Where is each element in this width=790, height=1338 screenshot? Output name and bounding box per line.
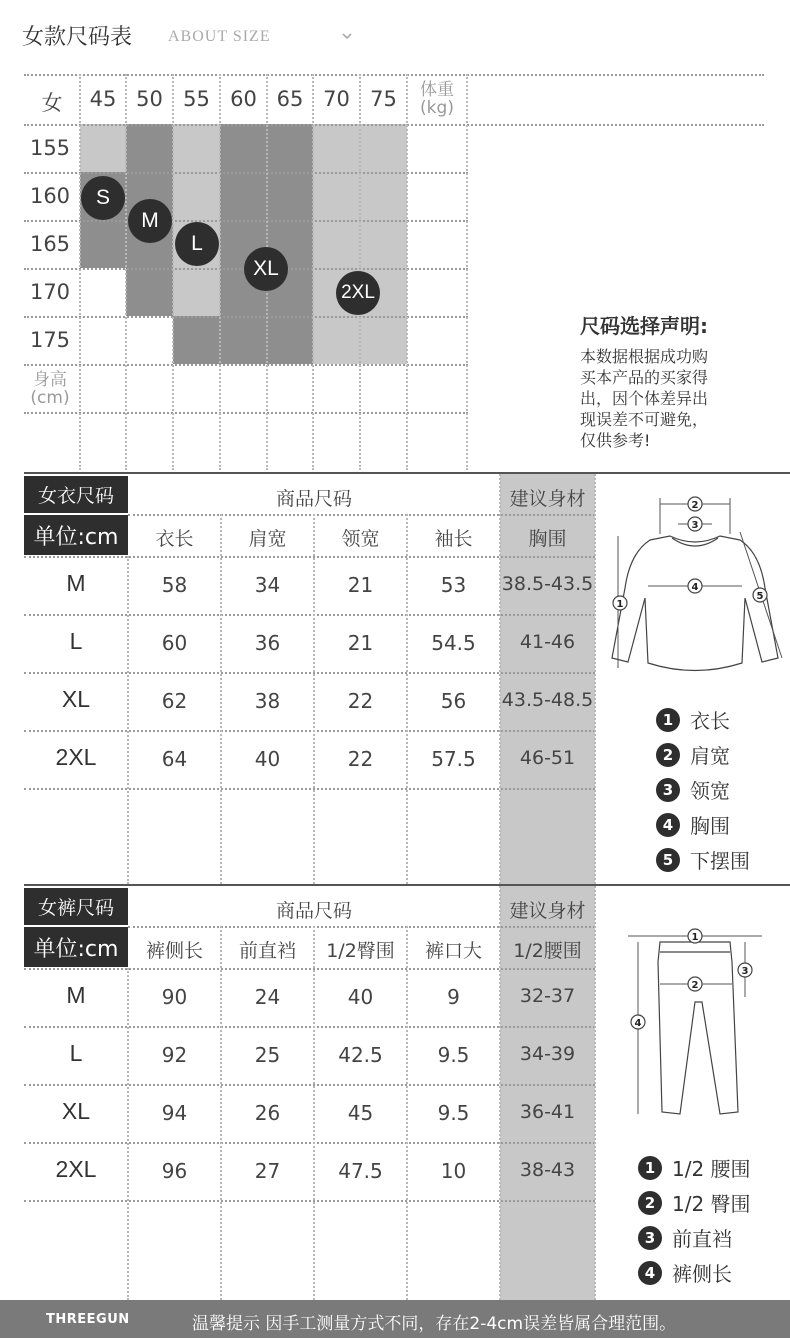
bottom-col-header: 裤口大 <box>424 940 482 962</box>
legend-label: 裤侧长 <box>672 1262 732 1286</box>
footer-bar <box>0 1300 790 1338</box>
legend-number: 2 <box>638 1191 662 1215</box>
table-cell: 22 <box>347 747 374 771</box>
weight-label: 75 <box>370 87 397 111</box>
svg-text:5: 5 <box>756 591 764 602</box>
statement-line: 买本产品的买家得 <box>580 368 709 387</box>
about-size-label: ABOUT SIZE <box>168 28 271 45</box>
top-table-unit: 单位:cm <box>24 515 128 555</box>
top-suggest-title: 建议身材 <box>509 488 586 510</box>
size-label: 2XL <box>55 1156 97 1182</box>
table-cell: 24 <box>254 985 281 1009</box>
table-cell: 64 <box>161 747 188 771</box>
top-col-header: 衣长 <box>155 528 194 550</box>
table-cell: 96 <box>161 1159 188 1183</box>
svg-text:2: 2 <box>691 980 699 991</box>
chest-cell: 38.5-43.5 <box>501 573 594 595</box>
size-label: 2XL <box>55 744 97 770</box>
table-cell: 21 <box>347 631 374 655</box>
legend-item <box>656 775 730 804</box>
table-cell: 60 <box>161 631 188 655</box>
chevron-down-icon[interactable] <box>340 28 354 42</box>
top-col-header: 肩宽 <box>248 528 287 550</box>
legend-item <box>656 705 730 734</box>
legend-label: 前直裆 <box>672 1227 732 1251</box>
waist-cell: 32-37 <box>519 985 576 1007</box>
height-label: 175 <box>29 328 71 352</box>
table-cell: 21 <box>347 573 374 597</box>
table-cell: 53 <box>440 573 467 597</box>
pants-diagram <box>620 922 790 1122</box>
weight-label: 65 <box>276 87 304 111</box>
weight-label: 55 <box>183 87 210 111</box>
waist-cell: 34-39 <box>519 1043 576 1065</box>
size-badge-s: S <box>81 176 125 220</box>
table-cell: 94 <box>161 1101 188 1125</box>
bottom-col-header: 1/2臀围 <box>326 940 395 962</box>
weight-label: 70 <box>323 87 350 111</box>
waist-cell: 36-41 <box>519 1101 576 1123</box>
size-label: L <box>69 1040 83 1066</box>
table-cell: 47.5 <box>338 1159 383 1183</box>
table-cell: 40 <box>347 985 374 1009</box>
size-label: XL <box>61 1098 91 1124</box>
table-cell: 36 <box>254 631 281 655</box>
size-label: XL <box>61 686 91 712</box>
bottom-suggest-title: 建议身材 <box>509 900 586 922</box>
page-title: 女款尺码表 <box>22 25 133 50</box>
svg-text:4: 4 <box>691 582 699 593</box>
table-cell: 56 <box>440 689 467 713</box>
legend-number: 2 <box>656 743 680 767</box>
brand-logo: THREEGUN <box>46 1312 130 1327</box>
weight-unit-label: 体重 <box>420 80 454 100</box>
bottom-table-tag: 女裤尺码 <box>24 888 128 925</box>
bottom-col-header-waist: 1/2腰围 <box>513 940 582 962</box>
legend-number: 4 <box>638 1261 662 1285</box>
size-badge-l: L <box>175 222 219 266</box>
waist-cell: 38-43 <box>519 1159 576 1181</box>
legend-item <box>656 845 750 874</box>
legend-label: 胸围 <box>690 814 730 838</box>
statement-line: 出，因个体差异出 <box>580 389 709 408</box>
table-cell: 25 <box>254 1043 281 1067</box>
table-cell: 42.5 <box>338 1043 383 1067</box>
table-cell: 40 <box>254 747 281 771</box>
legend-label: 领宽 <box>690 779 730 803</box>
legend-number: 4 <box>656 813 680 837</box>
table-cell: 9.5 <box>437 1101 470 1125</box>
grid-block-light <box>80 124 126 172</box>
weight-label: 45 <box>89 87 117 111</box>
table-cell: 92 <box>161 1043 188 1067</box>
weight-label: 50 <box>136 87 163 111</box>
legend-label: 肩宽 <box>690 744 730 768</box>
svg-text:2: 2 <box>691 500 699 511</box>
bottom-group-title: 商品尺码 <box>275 900 352 922</box>
weight-unit-kg: (kg) <box>420 98 454 118</box>
svg-text:1: 1 <box>616 599 624 610</box>
height-label: 165 <box>29 232 71 256</box>
statement-body <box>580 346 708 451</box>
svg-text:3: 3 <box>691 520 699 531</box>
chest-cell: 46-51 <box>519 747 576 769</box>
weight-label: 60 <box>230 87 257 111</box>
statement-line: 仅供参考! <box>580 431 651 450</box>
legend-number: 1 <box>656 708 680 732</box>
top-group-title: 商品尺码 <box>275 488 352 510</box>
table-cell: 57.5 <box>431 747 476 771</box>
height-label: 160 <box>29 184 71 208</box>
legend-item <box>638 1188 751 1217</box>
height-label: 155 <box>29 136 71 160</box>
top-col-header-chest: 胸围 <box>528 528 567 550</box>
table-cell: 9 <box>447 985 460 1009</box>
size-label: L <box>69 628 83 654</box>
legend-number: 1 <box>638 1156 662 1180</box>
top-table-tag: 女衣尺码 <box>24 476 128 513</box>
bottom-col-header: 裤侧长 <box>145 940 203 962</box>
table-cell: 90 <box>161 985 188 1009</box>
svg-text:3: 3 <box>741 966 749 977</box>
legend-label: 1/2 臀围 <box>672 1192 751 1216</box>
statement-line: 现误差不可避免， <box>580 410 709 429</box>
bottom-col-header: 前直裆 <box>238 940 296 962</box>
table-cell: 58 <box>161 573 188 597</box>
legend-item <box>656 740 730 769</box>
top-col-header: 袖长 <box>434 528 473 550</box>
legend-number: 3 <box>638 1226 662 1250</box>
legend-label: 1/2 腰围 <box>672 1157 751 1181</box>
table-cell: 62 <box>161 689 188 713</box>
legend-number: 3 <box>656 778 680 802</box>
legend-item <box>638 1223 732 1252</box>
size-label: M <box>66 570 86 596</box>
bottom-table-unit: 单位:cm <box>24 927 128 967</box>
footer-notice: 温馨提示 因手工测量方式不同，存在2-4cm误差皆属合理范围。 <box>192 1314 677 1334</box>
height-label: 170 <box>29 280 71 304</box>
table-cell: 34 <box>254 573 281 597</box>
table-cell: 38 <box>254 689 281 713</box>
legend-item <box>656 810 730 839</box>
legend-label: 下摆围 <box>690 849 750 873</box>
chest-cell: 43.5-48.5 <box>501 689 594 711</box>
table-cell: 9.5 <box>437 1043 470 1067</box>
statement-title: 尺码选择声明: <box>580 314 708 338</box>
size-badge-xl: XL <box>244 247 288 291</box>
table-cell: 26 <box>254 1101 281 1125</box>
grid-corner-label: 女 <box>41 91 63 115</box>
legend-item <box>638 1258 732 1287</box>
size-badge-2xl: 2XL <box>336 271 380 315</box>
height-unit-cm: (cm) <box>30 388 70 408</box>
shirt-diagram <box>600 488 790 688</box>
top-col-header: 领宽 <box>341 528 380 550</box>
chest-cell: 41-46 <box>519 631 576 653</box>
grid-block-dark <box>173 316 220 364</box>
table-cell: 45 <box>347 1101 374 1125</box>
svg-text:4: 4 <box>634 1018 642 1029</box>
statement-line: 本数据根据成功购 <box>580 347 709 366</box>
legend-item <box>638 1153 751 1182</box>
size-badge-m: M <box>128 199 172 243</box>
table-cell: 27 <box>254 1159 281 1183</box>
svg-text:1: 1 <box>691 932 699 943</box>
height-unit-label: 身高 <box>33 370 67 390</box>
size-label: M <box>66 982 86 1008</box>
table-cell: 22 <box>347 689 374 713</box>
legend-label: 衣长 <box>690 709 730 733</box>
table-cell: 10 <box>440 1159 467 1183</box>
table-cell: 54.5 <box>431 631 476 655</box>
legend-number: 5 <box>656 848 680 872</box>
